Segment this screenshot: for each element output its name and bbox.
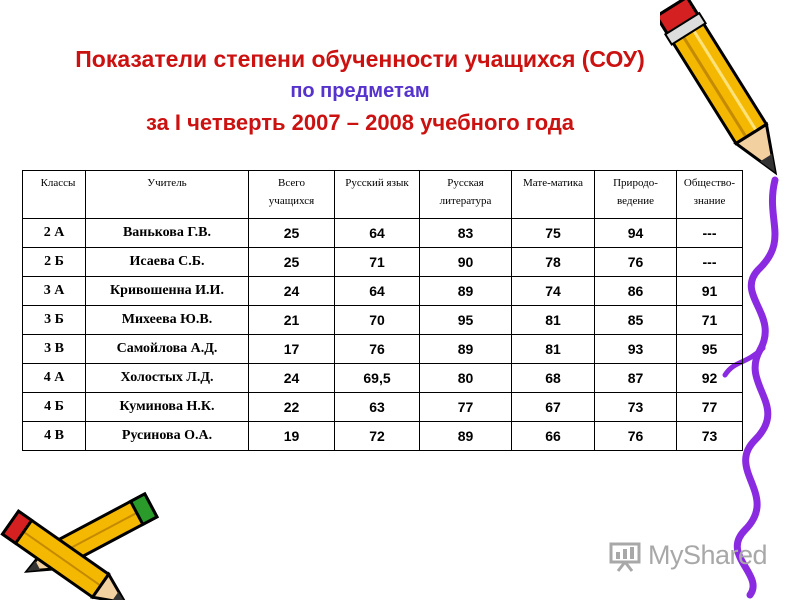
value-cell: 72 — [335, 422, 420, 451]
value-cell: 77 — [677, 393, 743, 422]
value-cell: 81 — [512, 306, 595, 335]
value-cell: 24 — [249, 364, 335, 393]
class-cell: 4 В — [23, 422, 86, 451]
value-cell: 71 — [677, 306, 743, 335]
class-cell: 4 А — [23, 364, 86, 393]
column-header: Природо-ведение — [595, 171, 677, 219]
value-cell: 83 — [420, 219, 512, 248]
class-cell: 2 Б — [23, 248, 86, 277]
value-cell: 92 — [677, 364, 743, 393]
value-cell: 21 — [249, 306, 335, 335]
table-row — [23, 306, 743, 335]
class-cell: 3 А — [23, 277, 86, 306]
myshared-logo-icon — [608, 538, 642, 572]
class-cell: 3 Б — [23, 306, 86, 335]
value-cell: 22 — [249, 393, 335, 422]
column-header: Всего учащихся — [249, 171, 335, 219]
table-row — [23, 248, 743, 277]
value-cell: 70 — [335, 306, 420, 335]
teacher-cell: Михеева Ю.В. — [86, 306, 249, 335]
title-line-3: за I четверть 2007 – 2008 учебного года — [145, 110, 575, 135]
value-cell: 66 — [512, 422, 595, 451]
grades-table — [22, 170, 743, 451]
value-cell: --- — [677, 248, 743, 277]
value-cell: 73 — [677, 422, 743, 451]
column-header: Учитель — [86, 171, 249, 219]
value-cell: 25 — [249, 219, 335, 248]
value-cell: 89 — [420, 422, 512, 451]
value-cell: 67 — [512, 393, 595, 422]
value-cell: 91 — [677, 277, 743, 306]
value-cell: 81 — [512, 335, 595, 364]
value-cell: 93 — [595, 335, 677, 364]
column-header: Общество-знание — [677, 171, 743, 219]
teacher-cell: Ванькова Г.В. — [86, 219, 249, 248]
value-cell: 25 — [249, 248, 335, 277]
title-line-1: Показатели степени обученности учащихся (СОУ) — [75, 46, 645, 72]
teacher-cell: Русинова О.А. — [86, 422, 249, 451]
value-cell: 85 — [595, 306, 677, 335]
value-cell: 78 — [512, 248, 595, 277]
table-row — [23, 422, 743, 451]
column-header: Русский язык — [335, 171, 420, 219]
value-cell: 75 — [512, 219, 595, 248]
class-cell: 2 А — [23, 219, 86, 248]
value-cell: 19 — [249, 422, 335, 451]
table-row — [23, 393, 743, 422]
value-cell: 17 — [249, 335, 335, 364]
value-cell: 77 — [420, 393, 512, 422]
table-row — [23, 277, 743, 306]
value-cell: 69,5 — [335, 364, 420, 393]
value-cell: 94 — [595, 219, 677, 248]
class-cell: 4 Б — [23, 393, 86, 422]
value-cell: 87 — [595, 364, 677, 393]
table-header-row — [23, 171, 743, 219]
value-cell: 76 — [595, 422, 677, 451]
table-body — [23, 219, 743, 451]
value-cell: 64 — [335, 219, 420, 248]
value-cell: 95 — [420, 306, 512, 335]
teacher-cell: Куминова Н.К. — [86, 393, 249, 422]
teacher-cell: Кривошенна И.И. — [86, 277, 249, 306]
title-line-2: по предметам — [290, 80, 430, 102]
table-row — [23, 219, 743, 248]
value-cell: --- — [677, 219, 743, 248]
value-cell: 76 — [595, 248, 677, 277]
value-cell: 63 — [335, 393, 420, 422]
value-cell: 95 — [677, 335, 743, 364]
table-row — [23, 335, 743, 364]
column-header: Русская литература — [420, 171, 512, 219]
class-cell: 3 В — [23, 335, 86, 364]
value-cell: 64 — [335, 277, 420, 306]
value-cell: 90 — [420, 248, 512, 277]
value-cell: 86 — [595, 277, 677, 306]
teacher-cell: Холостых Л.Д. — [86, 364, 249, 393]
pencil-icon — [0, 480, 170, 600]
value-cell: 80 — [420, 364, 512, 393]
value-cell: 76 — [335, 335, 420, 364]
value-cell: 74 — [512, 277, 595, 306]
teacher-cell: Исаева С.Б. — [86, 248, 249, 277]
value-cell: 89 — [420, 335, 512, 364]
watermark-text: MyShared — [648, 540, 768, 570]
column-header: Классы — [23, 171, 86, 219]
table-row — [23, 364, 743, 393]
column-header: Мате-матика — [512, 171, 595, 219]
value-cell: 68 — [512, 364, 595, 393]
value-cell: 73 — [595, 393, 677, 422]
value-cell: 89 — [420, 277, 512, 306]
value-cell: 71 — [335, 248, 420, 277]
teacher-cell: Самойлова А.Д. — [86, 335, 249, 364]
value-cell: 24 — [249, 277, 335, 306]
